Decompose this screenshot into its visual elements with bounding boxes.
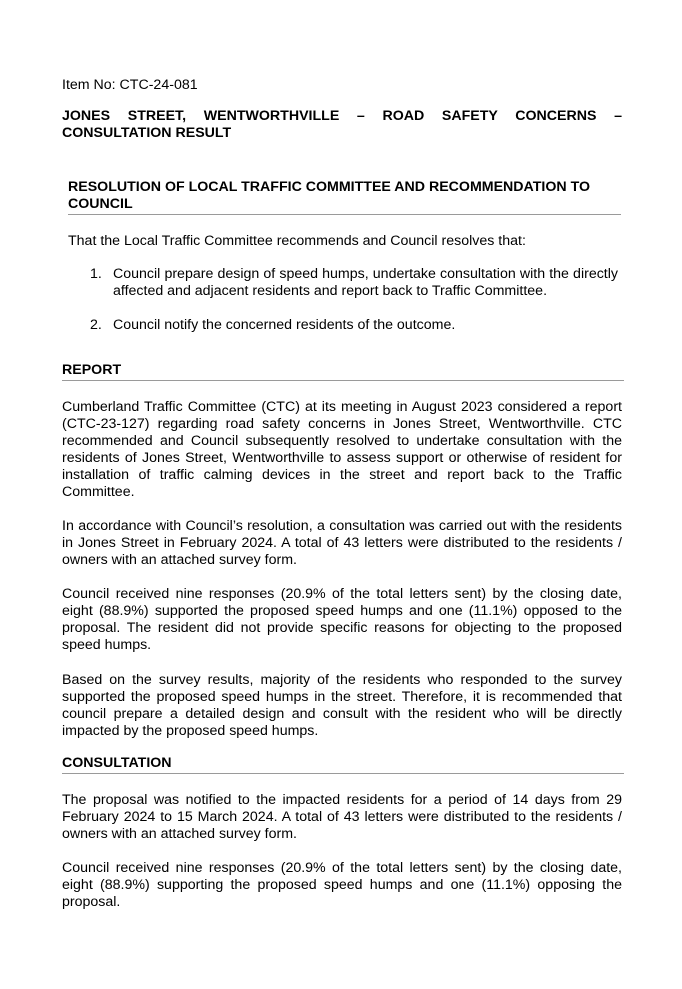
consultation-paragraph: The proposal was notified to the impacted residents for a period of 14 days from 29 February 2024 to 15 March 2024. A total of 43 letters were distributed to the residents / owners with an attached survey form. — [62, 792, 622, 842]
resolution-item-number: 2. — [90, 317, 102, 333]
document-title: JONES STREET, WENTWORTHVILLE – ROAD SAFETY CONCERNS – CONSULTATION RESULT — [62, 108, 622, 141]
consultation-paragraph: Council received nine responses (20.9% of the total letters sent) by the closing date, eight (88.9%) supporting the proposed speed humps and one (11.1%) opposing the proposal. — [62, 860, 622, 910]
resolution-heading: RESOLUTION OF LOCAL TRAFFIC COMMITTEE AND RECOMMENDATION TO COUNCIL — [68, 179, 591, 212]
resolution-item-text: Council prepare design of speed humps, undertake consultation with the directly affected and adjacent residents and report back to Traffic Committee. — [113, 266, 618, 299]
resolution-item-text: Council notify the concerned residents of the outcome. — [113, 317, 456, 333]
report-heading: REPORT — [62, 362, 122, 378]
resolution-item — [68, 317, 618, 334]
resolution-item — [68, 266, 618, 300]
resolution-list — [68, 266, 618, 334]
resolution-item-number: 1. — [90, 266, 102, 282]
item-number: Item No: CTC-24-081 — [62, 77, 198, 93]
consultation-divider — [62, 773, 624, 774]
report-paragraph: In accordance with Council’s resolution, a consultation was carried out with the residents in Jones Street in February 2024. A total of 43 letters were distributed to the residents / owners with an attached survey form. — [62, 518, 622, 568]
report-paragraph: Cumberland Traffic Committee (CTC) at its meeting in August 2023 considered a report (CTC-23-127) regarding road safety concerns in Jones Street, Wentworthville. CTC recommended and Council subsequently resolved to undertake consultation with the residents of Jones Street, Wentworthville to assess support or otherwise of resident for installation of traffic calming devices in the street and report back to the Traffic Committee. — [62, 399, 622, 500]
consultation-heading: CONSULTATION — [62, 755, 172, 771]
report-divider — [62, 380, 624, 381]
report-paragraph: Based on the survey results, majority of the residents who responded to the survey supported the proposed speed humps in the street. Therefore, it is recommended that council prepare a detailed design and consult with the resident who will be directly impacted by the proposed speed humps. — [62, 672, 622, 739]
resolution-divider — [68, 214, 621, 215]
resolution-intro: That the Local Traffic Committee recommends and Council resolves that: — [68, 233, 526, 249]
report-paragraph: Council received nine responses (20.9% of the total letters sent) by the closing date, eight (88.9%) supported the proposed speed humps and one (11.1%) opposed to the proposal. The resident did not provide specific reasons for objecting to the proposed speed humps. — [62, 586, 622, 653]
